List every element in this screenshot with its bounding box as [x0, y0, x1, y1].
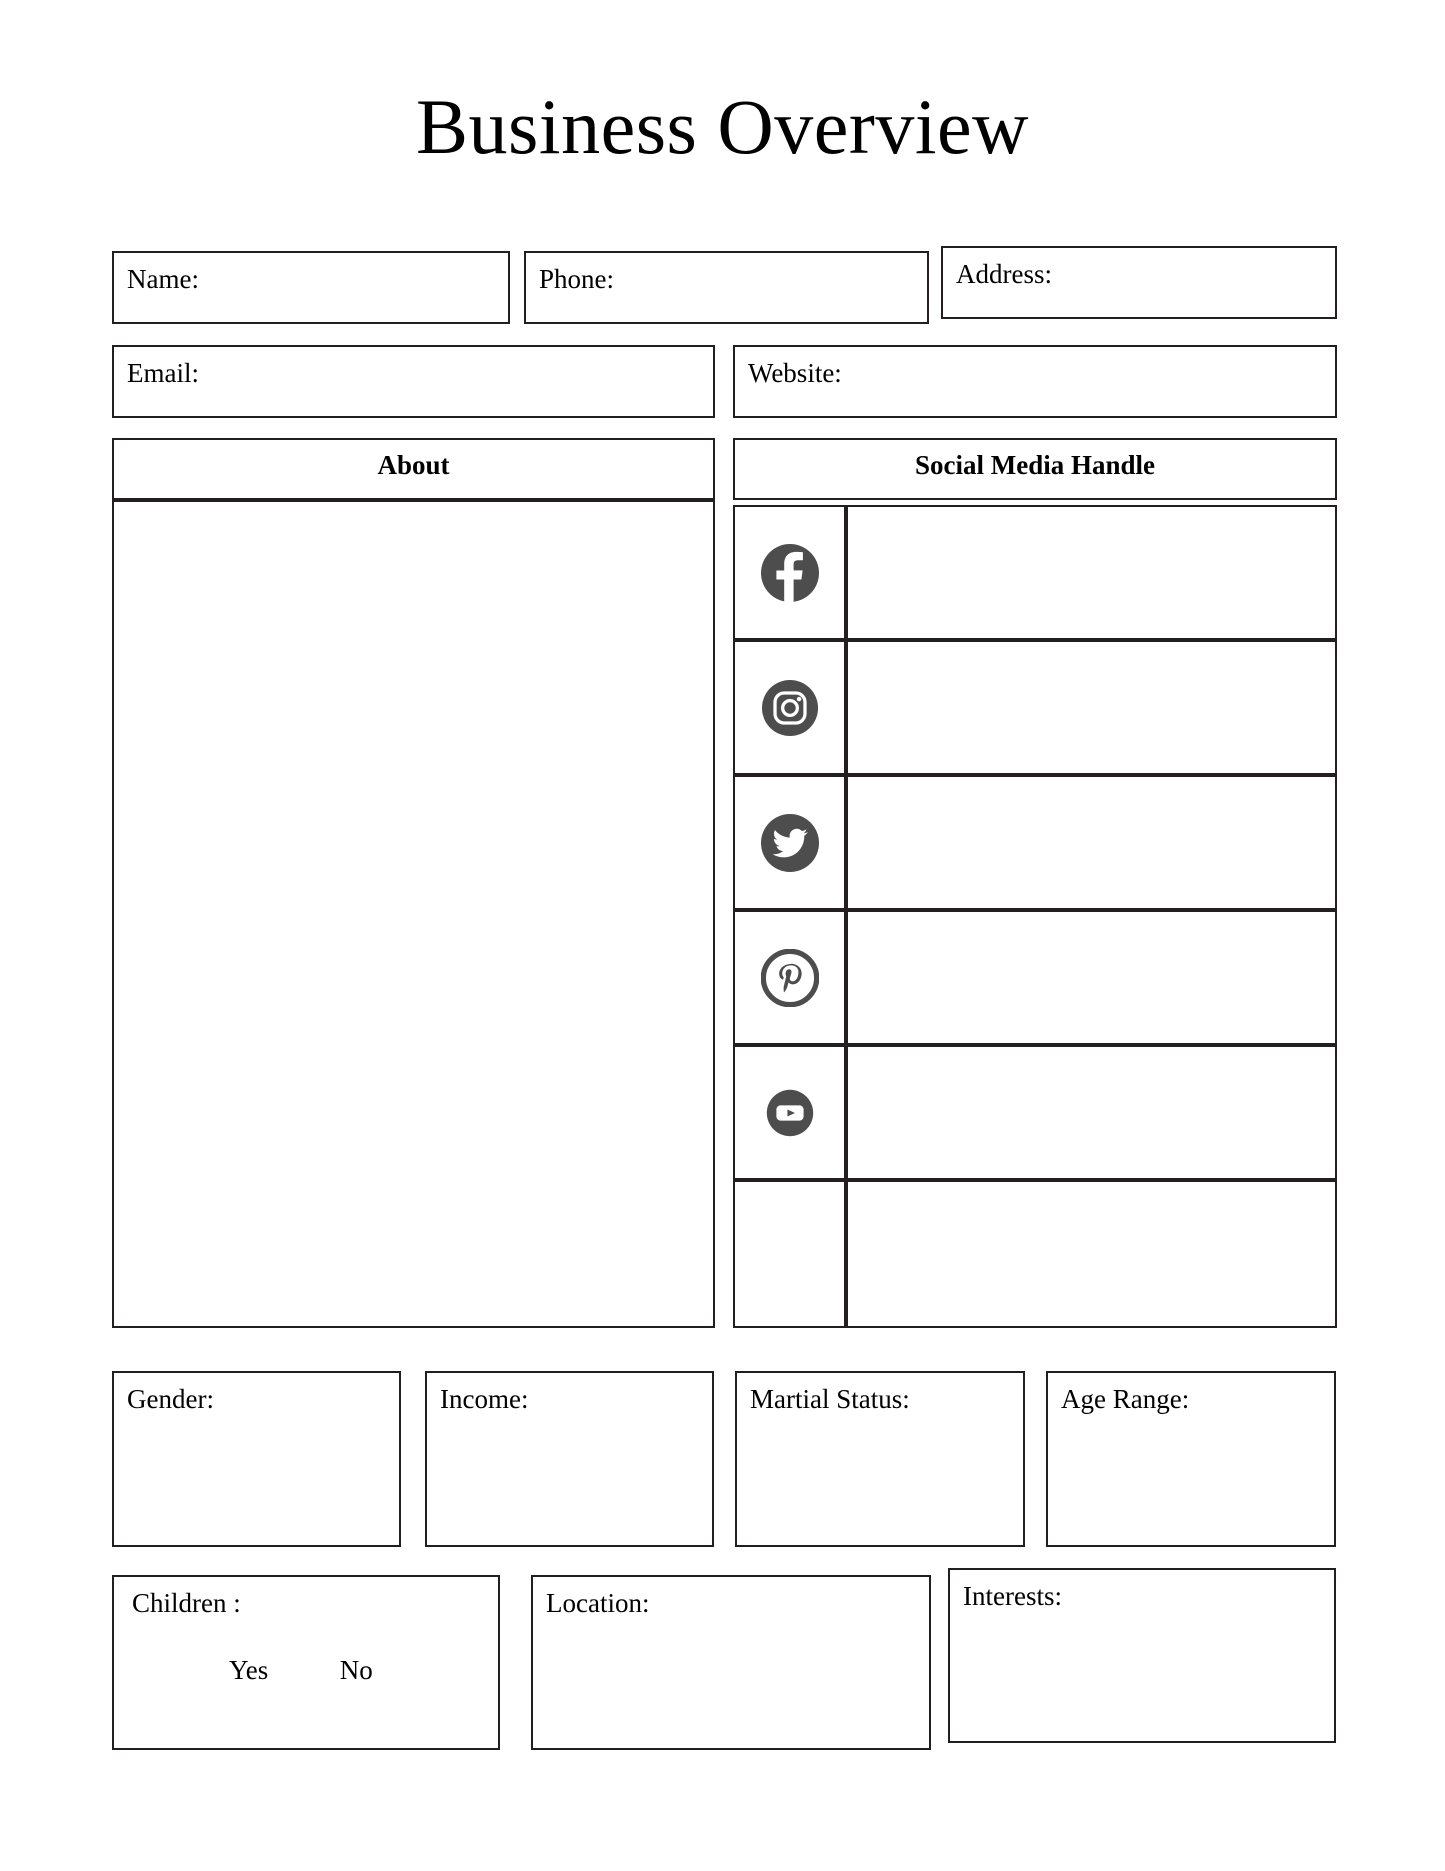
- about-header-label: About: [377, 450, 450, 480]
- field-location-label: Location:: [546, 1588, 650, 1618]
- children-option-no[interactable]: No: [339, 1655, 373, 1685]
- social-icon-cell-instagram: [733, 640, 846, 775]
- youtube-icon: [735, 1047, 844, 1178]
- field-phone-label: Phone:: [539, 264, 615, 294]
- field-website-label: Website:: [748, 358, 842, 388]
- field-interests-label: Interests:: [963, 1581, 1062, 1611]
- field-children-label: Children :: [132, 1588, 241, 1618]
- social-icon-cell-youtube: [733, 1045, 846, 1180]
- social-icon-cell-pinterest: [733, 910, 846, 1045]
- field-income[interactable]: [425, 1371, 714, 1547]
- field-email[interactable]: [112, 345, 715, 418]
- field-address[interactable]: [941, 246, 1337, 319]
- social-value-instagram[interactable]: [846, 640, 1337, 775]
- field-phone[interactable]: [524, 251, 929, 324]
- social-value-facebook[interactable]: [846, 505, 1337, 640]
- social-value-youtube[interactable]: [846, 1045, 1337, 1180]
- social-icon-cell-facebook: [733, 505, 846, 640]
- social-header: [733, 438, 1337, 500]
- children-option-yes[interactable]: Yes: [229, 1655, 269, 1685]
- field-children[interactable]: [112, 1575, 500, 1750]
- page-title: Business Overview: [416, 83, 1029, 170]
- social-value-twitter[interactable]: [846, 775, 1337, 910]
- field-interests[interactable]: [948, 1568, 1336, 1743]
- social-value-blank[interactable]: [846, 1180, 1337, 1328]
- facebook-icon: [735, 507, 844, 638]
- field-income-label: Income:: [440, 1384, 529, 1414]
- children-options: [229, 1655, 373, 1686]
- social-value-pinterest[interactable]: [846, 910, 1337, 1045]
- field-address-label: Address:: [956, 259, 1052, 289]
- field-age-range-label: Age Range:: [1061, 1384, 1190, 1414]
- field-website[interactable]: [733, 345, 1337, 418]
- field-marital-status-label: Martial Status:: [750, 1384, 910, 1414]
- twitter-icon: [735, 777, 844, 908]
- field-gender-label: Gender:: [127, 1384, 214, 1414]
- about-header: [112, 438, 715, 500]
- about-textarea[interactable]: [112, 500, 715, 1328]
- field-location[interactable]: [531, 1575, 931, 1750]
- pinterest-icon: [735, 912, 844, 1043]
- social-icon-cell-blank: [733, 1180, 846, 1328]
- field-gender[interactable]: [112, 1371, 401, 1547]
- field-name[interactable]: [112, 251, 510, 324]
- field-age-range[interactable]: [1046, 1371, 1336, 1547]
- field-marital-status[interactable]: [735, 1371, 1025, 1547]
- social-header-label: Social Media Handle: [914, 450, 1155, 480]
- social-icon-cell-twitter: [733, 775, 846, 910]
- field-name-label: Name:: [127, 264, 199, 294]
- blank-icon: [735, 1182, 844, 1326]
- field-email-label: Email:: [127, 358, 199, 388]
- instagram-icon: [735, 642, 844, 773]
